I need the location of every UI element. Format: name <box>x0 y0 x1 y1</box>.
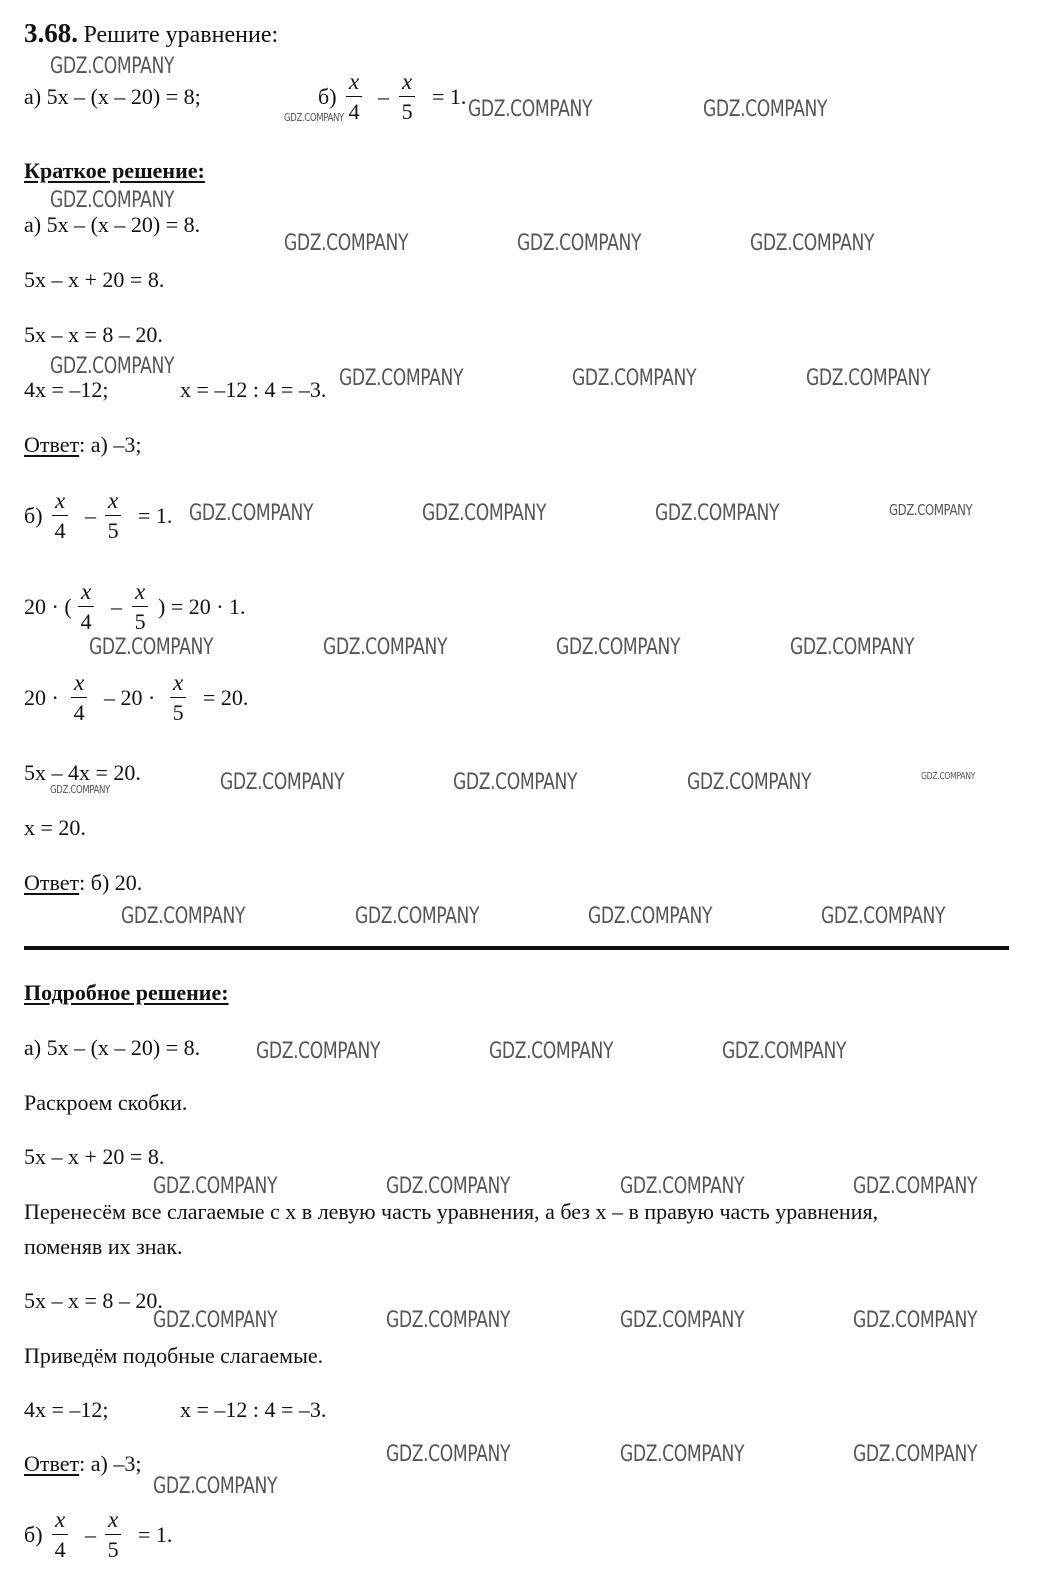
watermark: GDZ.COMPANY <box>284 231 409 256</box>
watermark: GDZ.COMPANY <box>556 635 681 660</box>
detailed-a-equation: а) 5x – (x – 20) = 8. <box>24 1035 201 1060</box>
watermark: GDZ.COMPANY <box>189 501 314 526</box>
short-b-step-2-c: = 20. <box>203 685 249 710</box>
fraction-denominator: 5 <box>172 700 184 725</box>
watermark: GDZ.COMPANY <box>853 1174 978 1199</box>
detailed-combine: Приведём подобные слагаемые. <box>24 1343 324 1368</box>
detailed-step-2: 5x – x = 8 – 20. <box>24 1288 163 1313</box>
watermark: GDZ.COMPANY <box>284 111 344 124</box>
fraction-denominator: 4 <box>348 99 360 124</box>
watermark: GDZ.COMPANY <box>620 1174 745 1199</box>
detailed-step-3a: 4x = –12; <box>24 1397 109 1422</box>
detailed-solution-heading: Подробное решение: <box>24 980 229 1005</box>
minus-sign: – <box>111 594 122 619</box>
problem-part-a: а) 5x – (x – 20) = 8; <box>24 84 201 109</box>
fraction-numerator: x <box>81 579 92 604</box>
watermark: GDZ.COMPANY <box>50 783 110 796</box>
section-divider <box>24 946 1009 950</box>
watermark: GDZ.COMPANY <box>921 771 976 782</box>
short-a-step-1: 5x – x + 20 = 8. <box>24 267 165 292</box>
answer-word: Ответ <box>24 870 80 895</box>
short-answer-a <box>24 434 141 456</box>
fraction-denominator: 5 <box>107 518 119 543</box>
short-b-tail: = 1. <box>138 503 173 528</box>
watermark: GDZ.COMPANY <box>853 1308 978 1333</box>
watermark: GDZ.COMPANY <box>121 904 246 929</box>
fraction-denominator: 5 <box>107 1537 119 1562</box>
fraction-x-over-4 <box>52 489 68 542</box>
short-b-step-1-pre: 20 · ( <box>24 594 72 619</box>
problem-part-b-label: б) <box>318 84 337 109</box>
detailed-step-3b: x = –12 : 4 = –3. <box>180 1397 327 1422</box>
short-a-step-2: 5x – x = 8 – 20. <box>24 322 163 347</box>
problem-part-b-tail: = 1. <box>432 84 467 109</box>
watermark: GDZ.COMPANY <box>572 366 697 391</box>
fraction-denominator: 4 <box>80 609 92 634</box>
fraction-x-over-5 <box>105 1508 121 1561</box>
watermark: GDZ.COMPANY <box>386 1174 511 1199</box>
watermark: GDZ.COMPANY <box>703 97 828 122</box>
fraction-denominator: 4 <box>54 518 66 543</box>
watermark: GDZ.COMPANY <box>153 1308 278 1333</box>
fraction-numerator: x <box>108 1507 119 1532</box>
watermark: GDZ.COMPANY <box>422 501 547 526</box>
watermark: GDZ.COMPANY <box>889 501 973 519</box>
watermark: GDZ.COMPANY <box>50 354 175 379</box>
watermark: GDZ.COMPANY <box>50 188 175 213</box>
watermark: GDZ.COMPANY <box>687 770 812 795</box>
watermark: GDZ.COMPANY <box>620 1442 745 1467</box>
minus-sign: – <box>85 503 96 528</box>
detailed-answer-a <box>24 1453 141 1475</box>
fraction-numerator: x <box>173 670 184 695</box>
watermark: GDZ.COMPANY <box>339 366 464 391</box>
short-a-equation: а) 5x – (x – 20) = 8. <box>24 212 201 237</box>
watermark: GDZ.COMPANY <box>386 1442 511 1467</box>
short-b-step-1-post: ) = 20 · 1. <box>158 594 246 619</box>
problem-number: 3.68. <box>24 18 78 48</box>
fraction-x-over-5 <box>170 671 186 724</box>
fraction-denominator: 5 <box>401 99 413 124</box>
watermark: GDZ.COMPANY <box>50 54 175 79</box>
detailed-b-label: б) <box>24 1522 43 1547</box>
detailed-b-tail: = 1. <box>138 1522 173 1547</box>
short-b-step-2-a: 20 · <box>24 685 59 710</box>
watermark: GDZ.COMPANY <box>153 1474 278 1499</box>
fraction-x-over-5 <box>105 489 121 542</box>
short-b-step-4: x = 20. <box>24 815 86 840</box>
minus-sign: – <box>85 1522 96 1547</box>
detailed-open-brackets: Раскроем скобки. <box>24 1090 188 1115</box>
answer-a-value: : а) –3; <box>79 432 142 457</box>
minus-sign: – <box>378 84 389 109</box>
watermark: GDZ.COMPANY <box>517 231 642 256</box>
watermark: GDZ.COMPANY <box>355 904 480 929</box>
fraction-numerator: x <box>74 670 85 695</box>
watermark: GDZ.COMPANY <box>821 904 946 929</box>
short-a-step-3a: 4x = –12; <box>24 377 109 402</box>
fraction-numerator: x <box>55 1507 66 1532</box>
fraction-x-over-4 <box>346 70 362 123</box>
fraction-numerator: x <box>55 488 66 513</box>
watermark: GDZ.COMPANY <box>620 1308 745 1333</box>
answer-word: Ответ <box>24 1451 80 1476</box>
detailed-step-1: 5x – x + 20 = 8. <box>24 1144 165 1169</box>
fraction-denominator: 5 <box>134 609 146 634</box>
fraction-denominator: 4 <box>73 700 85 725</box>
detailed-move-line-2: поменяв их знак. <box>24 1234 183 1259</box>
watermark: GDZ.COMPANY <box>806 366 931 391</box>
watermark: GDZ.COMPANY <box>853 1442 978 1467</box>
short-a-step-3b: x = –12 : 4 = –3. <box>180 377 327 402</box>
fraction-x-over-5 <box>132 580 148 633</box>
watermark: GDZ.COMPANY <box>323 635 448 660</box>
fraction-numerator: x <box>135 579 146 604</box>
fraction-denominator: 4 <box>54 1537 66 1562</box>
problem-header <box>24 20 278 47</box>
watermark: GDZ.COMPANY <box>588 904 713 929</box>
answer-word: Ответ <box>24 432 80 457</box>
short-solution-heading: Краткое решение: <box>24 158 205 183</box>
watermark: GDZ.COMPANY <box>386 1308 511 1333</box>
watermark: GDZ.COMPANY <box>655 501 780 526</box>
short-b-step-2-b: – 20 · <box>104 685 156 710</box>
watermark: GDZ.COMPANY <box>453 770 578 795</box>
watermark: GDZ.COMPANY <box>722 1039 847 1064</box>
watermark: GDZ.COMPANY <box>153 1174 278 1199</box>
fraction-x-over-4 <box>71 671 87 724</box>
problem-title: Решите уравнение: <box>83 22 279 48</box>
watermark: GDZ.COMPANY <box>750 231 875 256</box>
fraction-x-over-5 <box>399 70 415 123</box>
watermark: GDZ.COMPANY <box>220 770 345 795</box>
short-b-step-3: 5x – 4x = 20. <box>24 760 141 785</box>
fraction-numerator: x <box>108 488 119 513</box>
fraction-numerator: x <box>402 69 413 94</box>
watermark: GDZ.COMPANY <box>256 1039 381 1064</box>
watermark: GDZ.COMPANY <box>468 97 593 122</box>
fraction-x-over-4 <box>52 1508 68 1561</box>
short-answer-b <box>24 872 142 894</box>
detailed-move-line-1: Перенесём все слагаемые с x в левую часть уравнения, а без x – в правую часть уравнения, <box>24 1199 879 1224</box>
watermark: GDZ.COMPANY <box>89 635 214 660</box>
watermark: GDZ.COMPANY <box>790 635 915 660</box>
fraction-x-over-4 <box>78 580 94 633</box>
watermark: GDZ.COMPANY <box>489 1039 614 1064</box>
answer-b-value: : б) 20. <box>79 870 143 895</box>
fraction-numerator: x <box>349 69 360 94</box>
short-b-label: б) <box>24 503 43 528</box>
answer-a-value: : а) –3; <box>79 1451 142 1476</box>
